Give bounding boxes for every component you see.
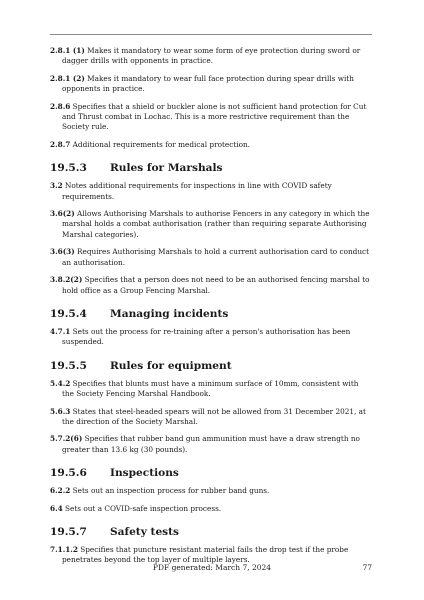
list-item (50, 209, 372, 240)
rule-number: 2.8.1 (1) (50, 46, 85, 55)
section-managing-incidents (50, 308, 372, 348)
rule-number: 3.2 (50, 181, 63, 191)
rule-number: 6.4 (50, 503, 63, 513)
section-heading (50, 162, 372, 174)
rule-number: 2.8.1 (2) (50, 73, 85, 83)
section-heading (50, 526, 372, 538)
rule-text: Specifies that blunts must have a minimum surface of 10mm, consistent with the Society Fencing Marshal Handbook. (62, 378, 359, 399)
section-number: 19.5.7 (50, 525, 87, 538)
list-item (50, 46, 372, 67)
section-safety-tests (50, 526, 372, 566)
rule-text: Additional requirements for medical protection. (72, 139, 250, 149)
section-title: Rules for equipment (110, 359, 232, 372)
rule-number: 3.6(3) (50, 247, 75, 257)
rule-number: 3.6(2) (50, 209, 75, 219)
list-item (50, 181, 372, 202)
rule-text: Specifies that puncture resistant material fails the drop test if the probe penetrates beyond the top layer of multiple layers. (62, 544, 349, 565)
list-item (50, 407, 372, 428)
section-title: Safety tests (110, 525, 180, 538)
section-inspections (50, 467, 372, 514)
list-item (50, 102, 372, 133)
rule-text: Specifies that rubber band gun ammunition must have a draw strength no greater than 13.6 kg (30 pounds). (62, 434, 360, 454)
rule-text: Makes it mandatory to wear full face protection during spear drills with opponents in practice. (62, 73, 354, 94)
list-item (50, 434, 372, 455)
section-title: Rules for Marshals (110, 162, 223, 175)
section-number: 19.5.5 (50, 359, 87, 372)
rule-text: Sets out an inspection process for rubber band guns. (72, 486, 270, 496)
list-item (50, 379, 372, 400)
rule-number: 6.2.2 (50, 486, 71, 496)
section-heading (50, 467, 372, 479)
rule-text: Sets out the process for re-training after a person's authorisation has been suspended. (62, 326, 351, 347)
section-number: 19.5.3 (50, 162, 87, 175)
rule-text: Requires Authorising Marshals to hold a current authorisation card to conduct an authorisation. (62, 247, 370, 267)
list-item (50, 504, 372, 514)
section-title: Managing incidents (110, 307, 229, 320)
rule-number: 5.7.2(6) (50, 434, 83, 444)
document-body (50, 46, 372, 573)
list-item (50, 275, 372, 296)
rule-number: 5.4.2 (50, 378, 71, 388)
rule-text: Sets out a COVID-safe inspection process. (65, 503, 222, 513)
rule-number: 2.8.7 (50, 139, 71, 149)
section-heading (50, 308, 372, 320)
section-title: Inspections (110, 467, 179, 480)
intro-list (50, 46, 372, 150)
list-item (50, 327, 372, 348)
rule-text: States that steel-headed spears will not be allowed from 31 December 2021, at the direction of the Society Marshal. (62, 406, 366, 426)
rule-number: 7.1.1.2 (50, 544, 78, 554)
list-item (50, 140, 372, 150)
list-item (50, 486, 372, 496)
rule-number: 4.7.1 (50, 326, 71, 336)
section-number: 19.5.4 (50, 307, 87, 320)
rule-text: Specifies that a shield or buckler alone is not sufficient hand protection for Cut and Thrust combat in Lochac. This is a more restrictive requirement than the Society rule. (62, 101, 367, 132)
section-rules-for-marshals (50, 162, 372, 296)
section-rules-for-equipment (50, 360, 372, 455)
rule-text: Specifies that a person does not need to be an authorised fencing marshal to hold office as a Group Fencing Marshal. (62, 275, 370, 295)
list-item (50, 74, 372, 95)
header-rule (50, 34, 372, 35)
rule-text: Makes it mandatory to wear some form of eye protection during sword or dagger drills with opponents in practice. (62, 46, 361, 66)
rule-number: 5.6.3 (50, 406, 71, 416)
rule-number: 3.8.2(2) (50, 275, 83, 285)
rule-number: 2.8.6 (50, 101, 71, 111)
footer-generated: PDF generated: March 7, 2024 (152, 563, 272, 572)
page-number: 77 (362, 563, 372, 572)
list-item (50, 247, 372, 268)
rule-text: Allows Authorising Marshals to authorise Fencers in any category in which the marshal holds a combat authorisation (rather than requiring separate Authorising Marshal categories). (62, 209, 370, 239)
rule-text: Notes additional requirements for inspections in line with COVID safety requirements. (62, 181, 332, 201)
section-heading (50, 360, 372, 372)
section-number: 19.5.6 (50, 467, 87, 480)
